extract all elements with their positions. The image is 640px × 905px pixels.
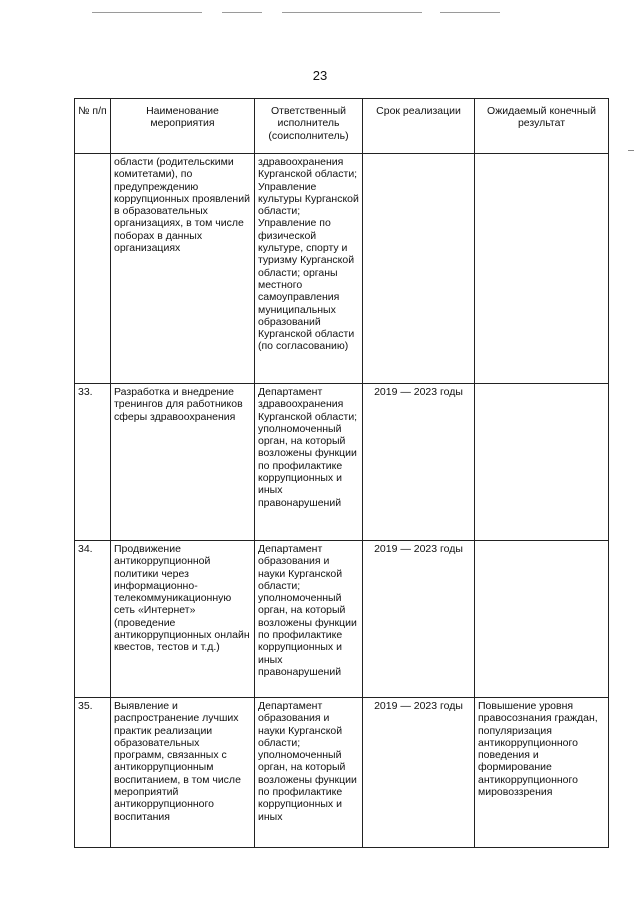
row-activity: области (родительскими комитетами), по предупреждению коррупционных проявлений в образовательных организациях, в том числе поборах в данных организациях: [111, 154, 255, 384]
page-number: 23: [312, 68, 328, 83]
scan-artifact: [222, 12, 262, 13]
row-activity: Разработка и внедрение тренингов для работников сферы здравоохранения: [111, 384, 255, 541]
scan-artifact: [92, 12, 202, 13]
scan-artifact: [628, 150, 634, 151]
row-period: 2019 — 2023 годы: [363, 541, 475, 698]
scan-artifact: [282, 12, 422, 13]
table-row: [75, 698, 609, 848]
row-num: 34.: [75, 541, 111, 698]
row-period: [363, 154, 475, 384]
row-period: 2019 — 2023 годы: [363, 698, 475, 848]
row-executor: Департамент здравоохранения Курганской области; уполномоченный орган, на который возложены функции по профилактике коррупционных и иных правонарушений: [255, 384, 363, 541]
row-num: 33.: [75, 384, 111, 541]
header-period: Срок реализации: [363, 99, 475, 154]
table-row: [75, 154, 609, 384]
table-header-row: [75, 99, 609, 154]
row-num: 35.: [75, 698, 111, 848]
row-result: [475, 541, 609, 698]
header-result: Ожидаемый конечный результат: [475, 99, 609, 154]
row-period: 2019 — 2023 годы: [363, 384, 475, 541]
scan-artifact: [440, 12, 500, 13]
table-row: [75, 384, 609, 541]
row-result: [475, 154, 609, 384]
row-activity: Продвижение антикоррупционной политики через информационно-телекоммуникационную сеть «Интернет» (проведение антикоррупционных онлайн квестов, тестов и т.д.): [111, 541, 255, 698]
header-activity: Наименование мероприятия: [111, 99, 255, 154]
header-num: № п/п: [75, 99, 111, 154]
table-row: [75, 541, 609, 698]
row-num: [75, 154, 111, 384]
measures-table: [74, 98, 609, 848]
row-executor: Департамент образования и науки Курганской области; уполномоченный орган, на который возложены функции по профилактике коррупционных и иных правонарушений: [255, 541, 363, 698]
row-result: Повышение уровня правосознания граждан, популяризация антикоррупционного поведения и формирование антикоррупционного мировоззрения: [475, 698, 609, 848]
row-executor: здравоохранения Курганской области; Управление культуры Курганской области; Управление по физической культуре, спорту и туризму Курганской области; органы местного самоуправления муниципальных образований Курганской области (по согласованию): [255, 154, 363, 384]
row-activity: Выявление и распространение лучших практик реализации образовательных программ, связанных с антикоррупционным воспитанием, в том числе мероприятий антикоррупционного воспитания: [111, 698, 255, 848]
row-result: [475, 384, 609, 541]
header-executor: Ответственный исполнитель (соисполнитель): [255, 99, 363, 154]
row-executor: Департамент образования и науки Курганской области; уполномоченный орган, на который возложены функции по профилактике коррупционных и иных: [255, 698, 363, 848]
